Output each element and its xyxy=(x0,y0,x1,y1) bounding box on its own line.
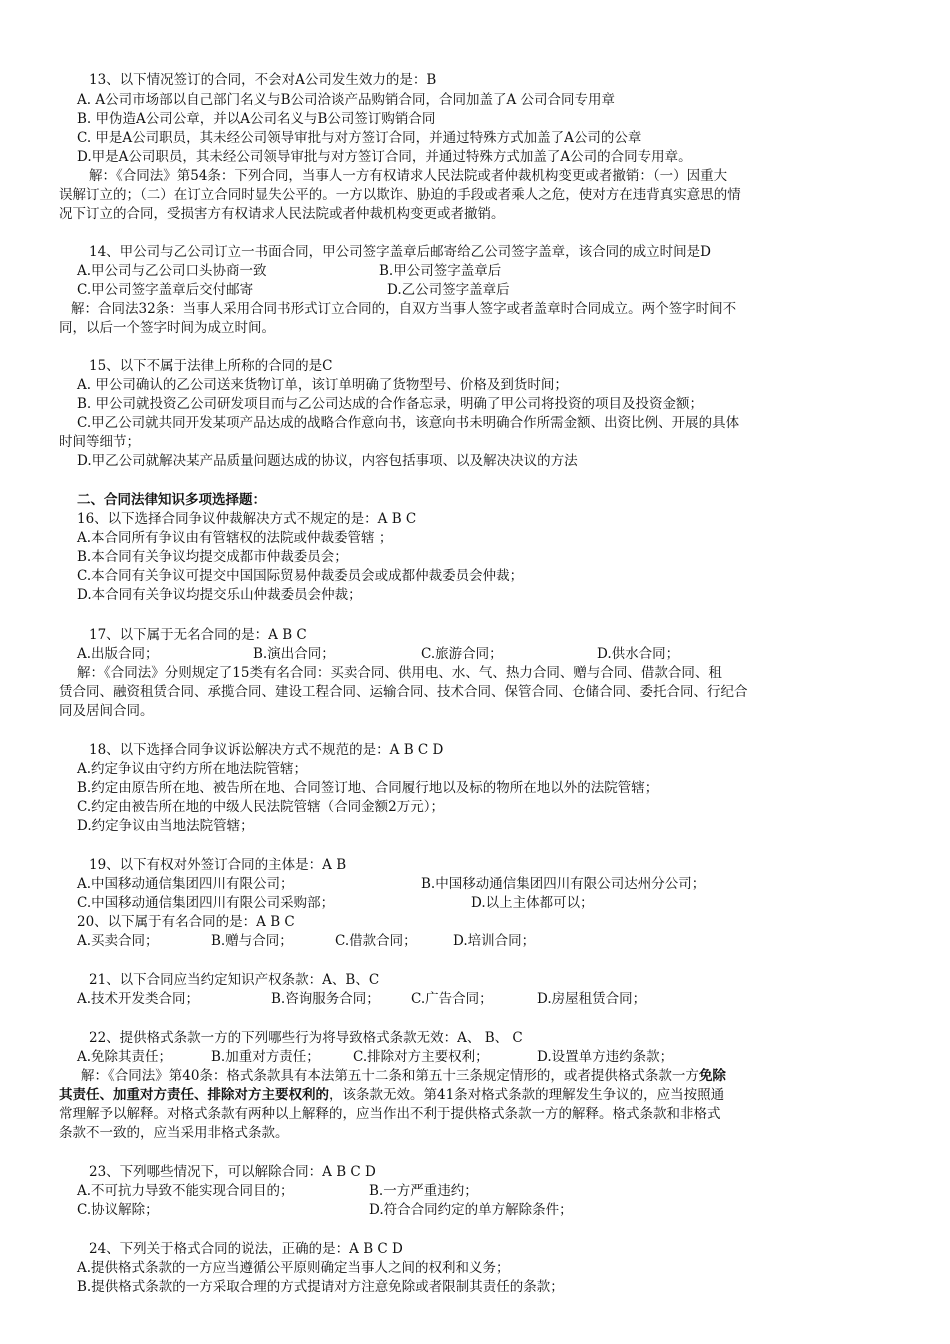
question-13-option-c: C. 甲是A公司职员，其未经公司领导审批与对方签订合同，并通过特殊方式加盖了A公司的公章 xyxy=(77,130,642,146)
question-14-explanation-line-1: 解：合同法32条：当事人采用合同书形式订立合同的，自双方当事人签字或者盖章时合同成立。两个签字时间不 xyxy=(71,301,737,317)
question-15-option-d: D.甲乙公司就解决某产品质量问题达成的协议，内容包括事项、以及解决决议的方法 xyxy=(77,453,578,469)
question-19-option-c: C.中国移动通信集团四川有限公司采购部； xyxy=(77,895,335,911)
question-17-explanation-line-2: 赁合同、融资租赁合同、承揽合同、建设工程合同、运输合同、技术合同、保管合同、仓储合同、委托合同、行纪合 xyxy=(59,684,748,700)
question-21-option-d: D.房屋租赁合同； xyxy=(537,991,647,1007)
question-14-option-a: A.甲公司与乙公司口头协商一致 xyxy=(77,263,267,279)
question-19-stem: 19、以下有权对外签订合同的主体是：A B xyxy=(89,857,347,873)
question-13-stem: 13、以下情况签订的合同，不会对A公司发生效力的是：B xyxy=(89,72,437,88)
question-13-option-a: A. A公司市场部以自己部门名义与B公司洽谈产品购销合同，合同加盖了A 公司合同专用章 xyxy=(77,92,616,108)
question-15-stem: 15、以下不属于法律上所称的合同的是C xyxy=(89,358,333,374)
question-13-option-d: D.甲是A公司职员，其未经公司领导审批与对方签订合同，并通过特殊方式加盖了A公司的合同专用章。 xyxy=(77,149,692,165)
question-23-stem: 23、下列哪些情况下，可以解除合同：A B C D xyxy=(89,1164,376,1180)
question-20-option-c: C.借款合同； xyxy=(335,933,417,949)
question-18-option-b: B.约定由原告所在地、被告所在地、合同签订地、合同履行地以及标的物所在地以外的法院管辖； xyxy=(77,780,659,796)
question-15-option-c-line-2: 时间等细节； xyxy=(59,434,140,450)
explanation-emphasis: 其责任、加重对方责任、排除对方主要权利的 xyxy=(59,1087,329,1103)
question-16-option-b: B.本合同有关争议均提交成都市仲裁委员会； xyxy=(77,549,348,565)
question-17-explanation-line-3: 同及居间合同。 xyxy=(59,703,154,719)
question-14-option-b: B.甲公司签字盖章后 xyxy=(379,263,502,279)
question-21-option-b: B.咨询服务合同； xyxy=(271,991,380,1007)
question-17-option-c: C.旅游合同； xyxy=(421,646,503,662)
question-18-option-a: A.约定争议由守约方所在地法院管辖； xyxy=(77,761,308,777)
question-18-option-c: C.约定由被告所在地的中级人民法院管辖（合同金额2万元）； xyxy=(77,799,444,815)
explanation-text: 解：《合同法》第40条：格式条款具有本法第五十二条和第五十三条规定情形的，或者提供格式条款一方 xyxy=(81,1068,699,1084)
question-14-option-d: D.乙公司签字盖章后 xyxy=(387,282,510,298)
question-13-explanation-line-2: 误解订立的；（二）在订立合同时显失公平的。一方以欺诈、胁迫的手段或者乘人之危，使对方在违背真实意思的情 xyxy=(59,187,741,203)
question-24-option-a: A.提供格式条款的一方应当遵循公平原则确定当事人之间的权利和义务； xyxy=(77,1260,510,1276)
question-18-option-d: D.约定争议由当地法院管辖； xyxy=(77,818,254,834)
question-13-explanation-line-1: 解：《合同法》第54条：下列合同，当事人一方有权请求人民法院或者仲裁机构变更或者撤销：（一）因重大 xyxy=(89,168,728,184)
question-17-option-b: B.演出合同； xyxy=(253,646,335,662)
question-15-option-c-line-1: C.甲乙公司就共同开发某项产品达成的战略合作意向书，该意向书未明确合作所需金额、出资比例、开展的具体 xyxy=(77,415,740,431)
question-22-explanation-line-1 xyxy=(81,1067,726,1085)
question-22-option-b: B.加重对方责任； xyxy=(211,1049,320,1065)
question-15-option-a: A. 甲公司确认的乙公司送来货物订单，该订单明确了货物型号、价格及到货时间； xyxy=(77,377,568,393)
question-17-option-a: A.出版合同； xyxy=(77,646,159,662)
question-21-option-c: C.广告合同； xyxy=(411,991,493,1007)
question-18-stem: 18、以下选择合同争议诉讼解决方式不规范的是：A B C D xyxy=(89,742,444,758)
question-22-option-d: D.设置单方违约条款； xyxy=(537,1049,674,1065)
question-13-option-b: B. 甲伪造A公司公章，并以A公司名义与B公司签订购销合同 xyxy=(77,111,436,127)
question-22-explanation-line-3: 常理解予以解释。对格式条款有两种以上解释的，应当作出不利于提供格式条款一方的解释。格式条款和非格式 xyxy=(59,1106,721,1122)
question-19-option-a: A.中国移动通信集团四川有限公司； xyxy=(77,876,294,892)
question-17-option-d: D.供水合同； xyxy=(597,646,680,662)
question-24-stem: 24、下列关于格式合同的说法，正确的是：A B C D xyxy=(89,1241,403,1257)
question-24-option-b: B.提供格式条款的一方采取合理的方式提请对方注意免除或者限制其责任的条款； xyxy=(77,1279,564,1295)
question-20-option-d: D.培训合同； xyxy=(453,933,536,949)
question-23-option-c: C.协议解除； xyxy=(77,1202,159,1218)
section-2-heading: 二、合同法律知识多项选择题： xyxy=(77,492,266,508)
question-20-option-a: A.买卖合同； xyxy=(77,933,159,949)
question-21-stem: 21、以下合同应当约定知识产权条款：A、B、C xyxy=(89,972,380,988)
question-22-stem: 22、提供格式条款一方的下列哪些行为将导致格式条款无效：A、 B、 C xyxy=(89,1030,523,1046)
question-16-stem: 16、以下选择合同争议仲裁解决方式不规定的是：A B C xyxy=(77,511,417,527)
question-16-option-a: A.本合同所有争议由有管辖权的法院或仲裁委管辖 ； xyxy=(77,530,393,546)
question-17-stem: 17、以下属于无名合同的是：A B C xyxy=(89,627,307,643)
question-14-stem: 14、甲公司与乙公司订立一书面合同，甲公司签字盖章后邮寄给乙公司签字盖章，该合同的成立时间是D xyxy=(89,244,712,260)
question-17-explanation-line-1: 解：《合同法》分则规定了15类有名合同：买卖合同、供用电、水、气、热力合同、赠与合同、借款合同、租 xyxy=(77,665,722,681)
question-23-option-a: A.不可抗力导致不能实现合同目的； xyxy=(77,1183,294,1199)
question-21-option-a: A.技术开发类合同； xyxy=(77,991,200,1007)
question-15-option-b: B. 甲公司就投资乙公司研发项目而与乙公司达成的合作备忘录，明确了甲公司将投资的项目及投资金额； xyxy=(77,396,704,412)
question-20-option-b: B.赠与合同； xyxy=(211,933,293,949)
explanation-text: ，该条款无效。第41条对格式条款的理解发生争议的，应当按照通 xyxy=(329,1087,725,1103)
question-16-option-d: D.本合同有关争议均提交乐山仲裁委员会仲裁； xyxy=(77,587,362,603)
question-19-option-d: D.以上主体都可以； xyxy=(471,895,594,911)
question-22-explanation-line-2 xyxy=(59,1086,724,1104)
question-13-explanation-line-3: 况下订立的合同，受损害方有权请求人民法院或者仲裁机构变更或者撤销。 xyxy=(59,206,505,222)
question-22-option-a: A.免除其责任； xyxy=(77,1049,173,1065)
explanation-emphasis: 免除 xyxy=(698,1068,726,1084)
question-22-explanation-line-4: 条款不一致的，应当采用非格式条款。 xyxy=(59,1125,289,1141)
question-19-option-b: B.中国移动通信集团四川有限公司达州分公司； xyxy=(421,876,706,892)
question-20-stem: 20、以下属于有名合同的是：A B C xyxy=(77,914,295,930)
question-14-option-c: C.甲公司签字盖章后交付邮寄 xyxy=(77,282,254,298)
question-22-option-c: C.排除对方主要权利； xyxy=(353,1049,489,1065)
question-23-option-d: D.符合合同约定的单方解除条件； xyxy=(369,1202,573,1218)
question-16-option-c: C.本合同有关争议可提交中国国际贸易仲裁委员会或成都仲裁委员会仲裁； xyxy=(77,568,524,584)
question-23-option-b: B.一方严重违约； xyxy=(369,1183,478,1199)
question-14-explanation-line-2: 同，以后一个签字时间为成立时间。 xyxy=(59,320,275,336)
